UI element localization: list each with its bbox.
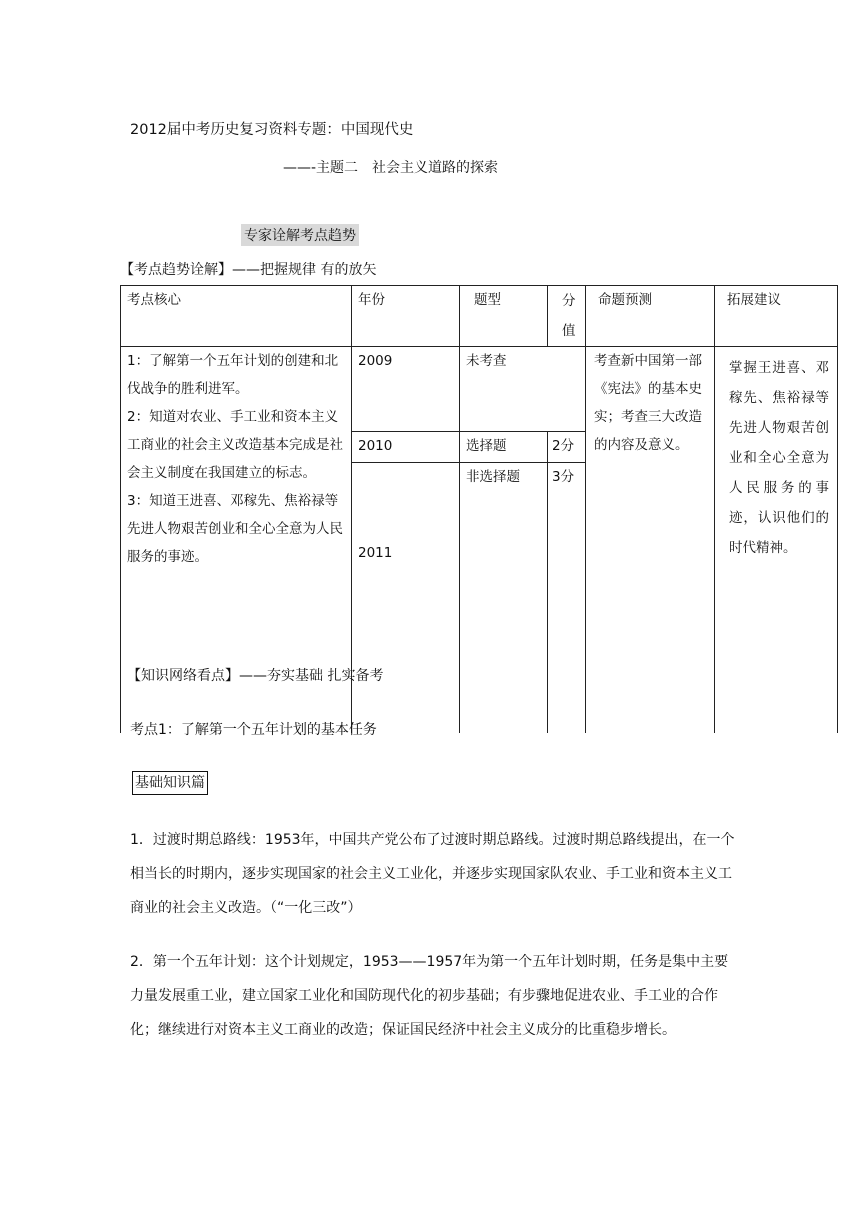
year-cell: 2010 <box>352 432 460 463</box>
prediction-cell: 考查新中国第一部《宪法》的基本史实；考查三大改造的内容及意义。 <box>586 347 715 734</box>
core-point-3: 3：知道王进喜、邓稼先、焦裕禄等先进人物艰苦创业和全心全意为人民服务的事迹。 <box>127 493 343 565</box>
expert-banner: 专家诠解考点趋势 <box>241 224 359 246</box>
header-type: 题型 <box>460 286 548 347</box>
header-score: 分值 <box>548 286 586 347</box>
score-cell: 2分 <box>548 432 586 463</box>
header-suggestion: 拓展建议 <box>715 286 838 347</box>
document-title: 2012届中考历史复习资料专题：中国现代史 <box>130 122 414 138</box>
table-row <box>121 347 838 432</box>
section-heading-knowledge: 【知识网络看点】——夯实基础 扎实备考 <box>127 668 384 684</box>
type-cell: 非选择题 <box>460 463 548 734</box>
header-year: 年份 <box>352 286 460 347</box>
document-subtitle: ——-主题二 社会主义道路的探索 <box>283 160 499 176</box>
type-cell: 选择题 <box>460 432 548 463</box>
core-point-1: 1：了解第一个五年计划的创建和北伐战争的胜利进军。 <box>127 353 339 397</box>
section-heading-trend: 【考点趋势诠解】——把握规律 有的放矢 <box>120 262 377 278</box>
table-header-row <box>121 286 838 347</box>
suggestion-cell: 掌握王进喜、邓稼先、焦裕禄等先进人物艰苦创业和全心全意为人民服务的事迹，认识他们的时代精神。 <box>715 347 838 734</box>
score-cell: 3分 <box>548 463 586 734</box>
paragraph-transition-line: 1．过渡时期总路线：1953年，中国共产党公布了过渡时期总路线。过渡时期总路线提出，在一个相当长的时期内，逐步实现国家的社会主义工业化，并逐步实现国家队农业、手工业和资本主义工商业的社会主义改造。（“一化三改”） <box>130 832 735 916</box>
header-core: 考点核心 <box>121 286 352 347</box>
exam-point-1: 考点1：了解第一个五年计划的基本任务 <box>130 722 377 738</box>
paragraph-five-year-plan: 2．第一个五年计划：这个计划规定，1953——1957年为第一个五年计划时期，任务是集中主要力量发展重工业，建立国家工业化和国防现代化的初步基础；有步骤地促进农业、手工业的合作化；继续进行对资本主义工商业的改造；保证国民经济中社会主义成分的比重稳步增长。 <box>130 954 729 1038</box>
type-cell: 未考查 <box>460 347 586 432</box>
core-point-2: 2：知道对农业、手工业和资本主义工商业的社会主义改造基本完成是社会主义制度在我国建立的标志。 <box>127 409 343 481</box>
year-cell: 2009 <box>352 347 460 432</box>
header-prediction: 命题预测 <box>586 286 715 347</box>
year-cell: 2011 <box>352 463 460 734</box>
basics-label: 基础知识篇 <box>132 771 208 795</box>
